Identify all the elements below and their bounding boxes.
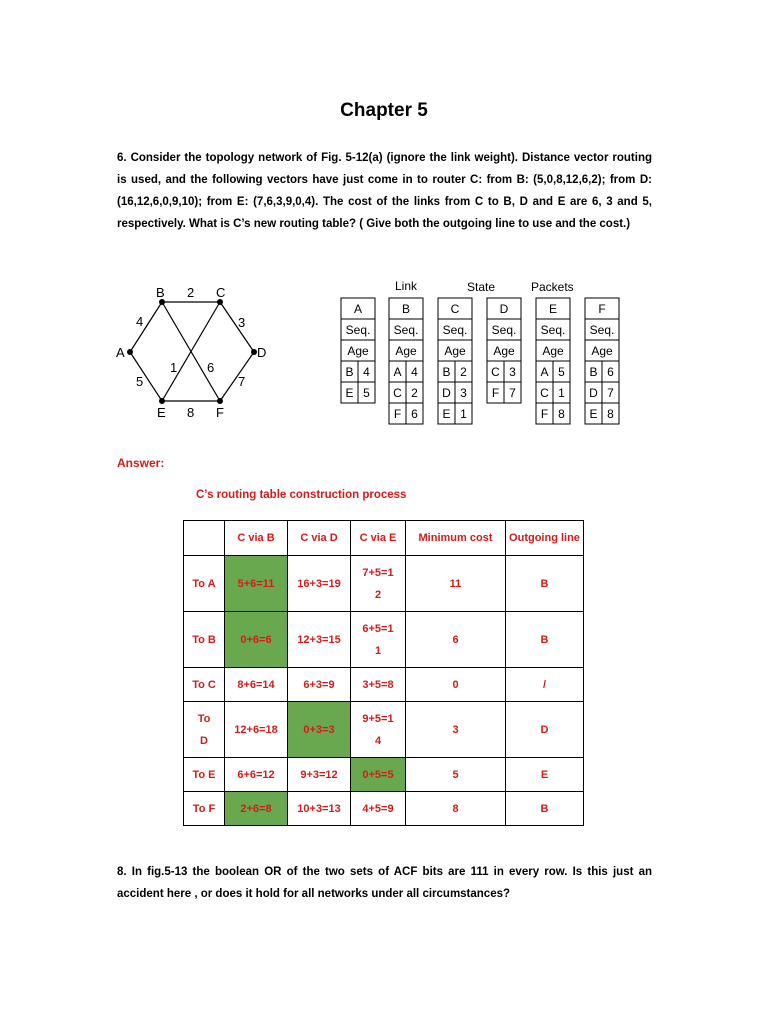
header-cell: C via E: [351, 521, 406, 556]
packet-seq-label: Seq.: [345, 323, 371, 337]
packet-age-label: Age: [542, 344, 564, 358]
packet-cost: 8: [607, 407, 614, 421]
packet-seq-label: Seq.: [491, 323, 517, 337]
edge-weight: 7: [238, 374, 246, 389]
packet-age-label: Age: [493, 344, 515, 358]
packet-cost: 1: [460, 407, 467, 421]
packet-node-label: B: [401, 302, 411, 316]
via-e-cell: 9+5=1 4: [351, 702, 406, 758]
packet-node-label: F: [598, 302, 606, 316]
packet-age-label: Age: [444, 344, 466, 358]
header-packets: Packets: [531, 280, 574, 294]
outgoing-line-cell: B: [506, 612, 584, 668]
packet-age-label: Age: [395, 344, 417, 358]
dest-cell: To F: [184, 792, 225, 826]
outgoing-line-cell: B: [506, 556, 584, 612]
packet-neighbor: D: [589, 386, 598, 400]
header-cell: Minimum cost: [406, 521, 506, 556]
min-cost-cell: 3: [406, 702, 506, 758]
packet-cost: 6: [607, 365, 614, 379]
table-row: [184, 792, 584, 826]
node-label: A: [116, 345, 125, 360]
header-state: State: [467, 280, 496, 294]
via-d-cell: 0+3=3: [288, 702, 351, 758]
via-d-cell: 12+3=15: [288, 612, 351, 668]
packet-box: [536, 298, 570, 424]
table-row: [184, 758, 584, 792]
network-topology-figure: [110, 280, 280, 425]
packet-neighbor: E: [442, 407, 451, 421]
answer-label: Answer:: [117, 456, 165, 470]
node-label: D: [257, 345, 267, 360]
via-b-cell: 12+6=18: [225, 702, 288, 758]
packet-box: [487, 298, 521, 403]
min-cost-cell: 11: [406, 556, 506, 612]
packet-cost: 5: [558, 365, 565, 379]
packet-cost: 7: [607, 386, 614, 400]
header-link: Link: [395, 279, 418, 293]
packet-cost: 2: [460, 365, 467, 379]
packet-node-label: D: [499, 302, 509, 316]
packet-node-label: A: [353, 302, 363, 316]
packet-neighbor: A: [540, 365, 549, 379]
via-d-cell: 16+3=19: [288, 556, 351, 612]
outgoing-line-cell: E: [506, 758, 584, 792]
packet-box: [585, 298, 619, 424]
edge-weight: 3: [238, 315, 246, 330]
packet-neighbor: F: [491, 386, 500, 400]
page-title: Chapter 5: [340, 100, 428, 121]
outgoing-line-cell: B: [506, 792, 584, 826]
via-d-cell: 6+3=9: [288, 668, 351, 702]
header-cell: [184, 521, 225, 556]
min-cost-cell: 8: [406, 792, 506, 826]
via-d-cell: 9+3=12: [288, 758, 351, 792]
packet-neighbor: B: [589, 365, 598, 379]
outgoing-line-cell: D: [506, 702, 584, 758]
table-row: [184, 556, 584, 612]
node-label: E: [157, 405, 166, 420]
packet-box: [389, 298, 423, 424]
min-cost-cell: 5: [406, 758, 506, 792]
packet-cost: 6: [411, 407, 418, 421]
packet-age-label: Age: [591, 344, 613, 358]
question-8: 8. In fig.5-13 the boolean OR of the two sets of ACF bits are 111 in every row. Is this just an accident here , or does it hold for all networks under all circumstances?: [117, 866, 652, 900]
edge-weight: 8: [187, 405, 195, 420]
packet-cost: 2: [411, 386, 418, 400]
table-row: [184, 668, 584, 702]
edge-weight: 6: [207, 360, 215, 375]
packet-seq-label: Seq.: [442, 323, 468, 337]
via-e-cell: 0+5=5: [351, 758, 406, 792]
packet-cost: 4: [411, 365, 418, 379]
header-cell: Outgoing line: [506, 521, 584, 556]
dest-cell: To B: [184, 612, 225, 668]
packet-seq-label: Seq.: [589, 323, 615, 337]
packet-neighbor: B: [345, 365, 354, 379]
node-label: C: [216, 285, 226, 300]
dest-cell: To E: [184, 758, 225, 792]
packet-neighbor: C: [540, 386, 549, 400]
packet-neighbor: A: [393, 365, 402, 379]
via-b-cell: 8+6=14: [225, 668, 288, 702]
header-cell: C via B: [225, 521, 288, 556]
header-cell: C via D: [288, 521, 351, 556]
edge-weight: 1: [170, 360, 178, 375]
packet-cost: 3: [460, 386, 467, 400]
node-label: F: [216, 405, 224, 420]
packet-neighbor: F: [393, 407, 402, 421]
packet-neighbor: B: [442, 365, 451, 379]
dest-cell: To A: [184, 556, 225, 612]
packet-cost: 3: [509, 365, 516, 379]
packet-age-label: Age: [347, 344, 369, 358]
via-b-cell: 2+6=8: [225, 792, 288, 826]
packet-cost: 4: [363, 365, 370, 379]
packet-seq-label: Seq.: [393, 323, 419, 337]
edge-weight: 5: [136, 374, 144, 389]
packet-box: [341, 298, 375, 403]
packet-neighbor: E: [345, 386, 354, 400]
min-cost-cell: 0: [406, 668, 506, 702]
min-cost-cell: 6: [406, 612, 506, 668]
packet-neighbor: D: [442, 386, 451, 400]
table-row: [184, 612, 584, 668]
packet-neighbor: C: [491, 365, 500, 379]
dest-cell: To D: [184, 702, 225, 758]
via-e-cell: 3+5=8: [351, 668, 406, 702]
via-e-cell: 4+5=9: [351, 792, 406, 826]
outgoing-line-cell: /: [506, 668, 584, 702]
packet-cost: 5: [363, 386, 370, 400]
packet-box: [438, 298, 472, 424]
question-6: 6. Consider the topology network of Fig. 5-12(a) (ignore the link weight). Distance vector routing is used, and the following vectors have just come in to router C: from B: (5,0,8,12,6,2); from D: (16,12,6,0,9,10); from E: (7,6,3,9,0,4). The cost of the links from C to B, D and E are 6, 3 and 5, respectively. What is C’s new routing table? ( Give both the outgoing line to use and the cost.): [117, 152, 652, 230]
link-state-packets-figure: [336, 278, 626, 428]
via-e-cell: 7+5=1 2: [351, 556, 406, 612]
packet-node-label: C: [450, 302, 460, 316]
via-d-cell: 10+3=13: [288, 792, 351, 826]
packet-cost: 8: [558, 407, 565, 421]
dest-cell: To C: [184, 668, 225, 702]
packet-node-label: E: [548, 302, 558, 316]
via-b-cell: 6+6=12: [225, 758, 288, 792]
edge-weight: 4: [136, 314, 144, 329]
packet-cost: 7: [509, 386, 516, 400]
via-e-cell: 6+5=1 1: [351, 612, 406, 668]
routing-table: [183, 520, 584, 826]
packet-neighbor: C: [393, 386, 402, 400]
table-title: C’s routing table construction process: [196, 489, 407, 501]
packet-neighbor: E: [589, 407, 598, 421]
via-b-cell: 0+6=6: [225, 612, 288, 668]
packet-cost: 1: [558, 386, 565, 400]
table-row: [184, 702, 584, 758]
via-b-cell: 5+6=11: [225, 556, 288, 612]
packet-seq-label: Seq.: [540, 323, 566, 337]
packet-neighbor: F: [540, 407, 549, 421]
node-label: B: [156, 285, 165, 300]
edge-weight: 2: [187, 285, 195, 300]
